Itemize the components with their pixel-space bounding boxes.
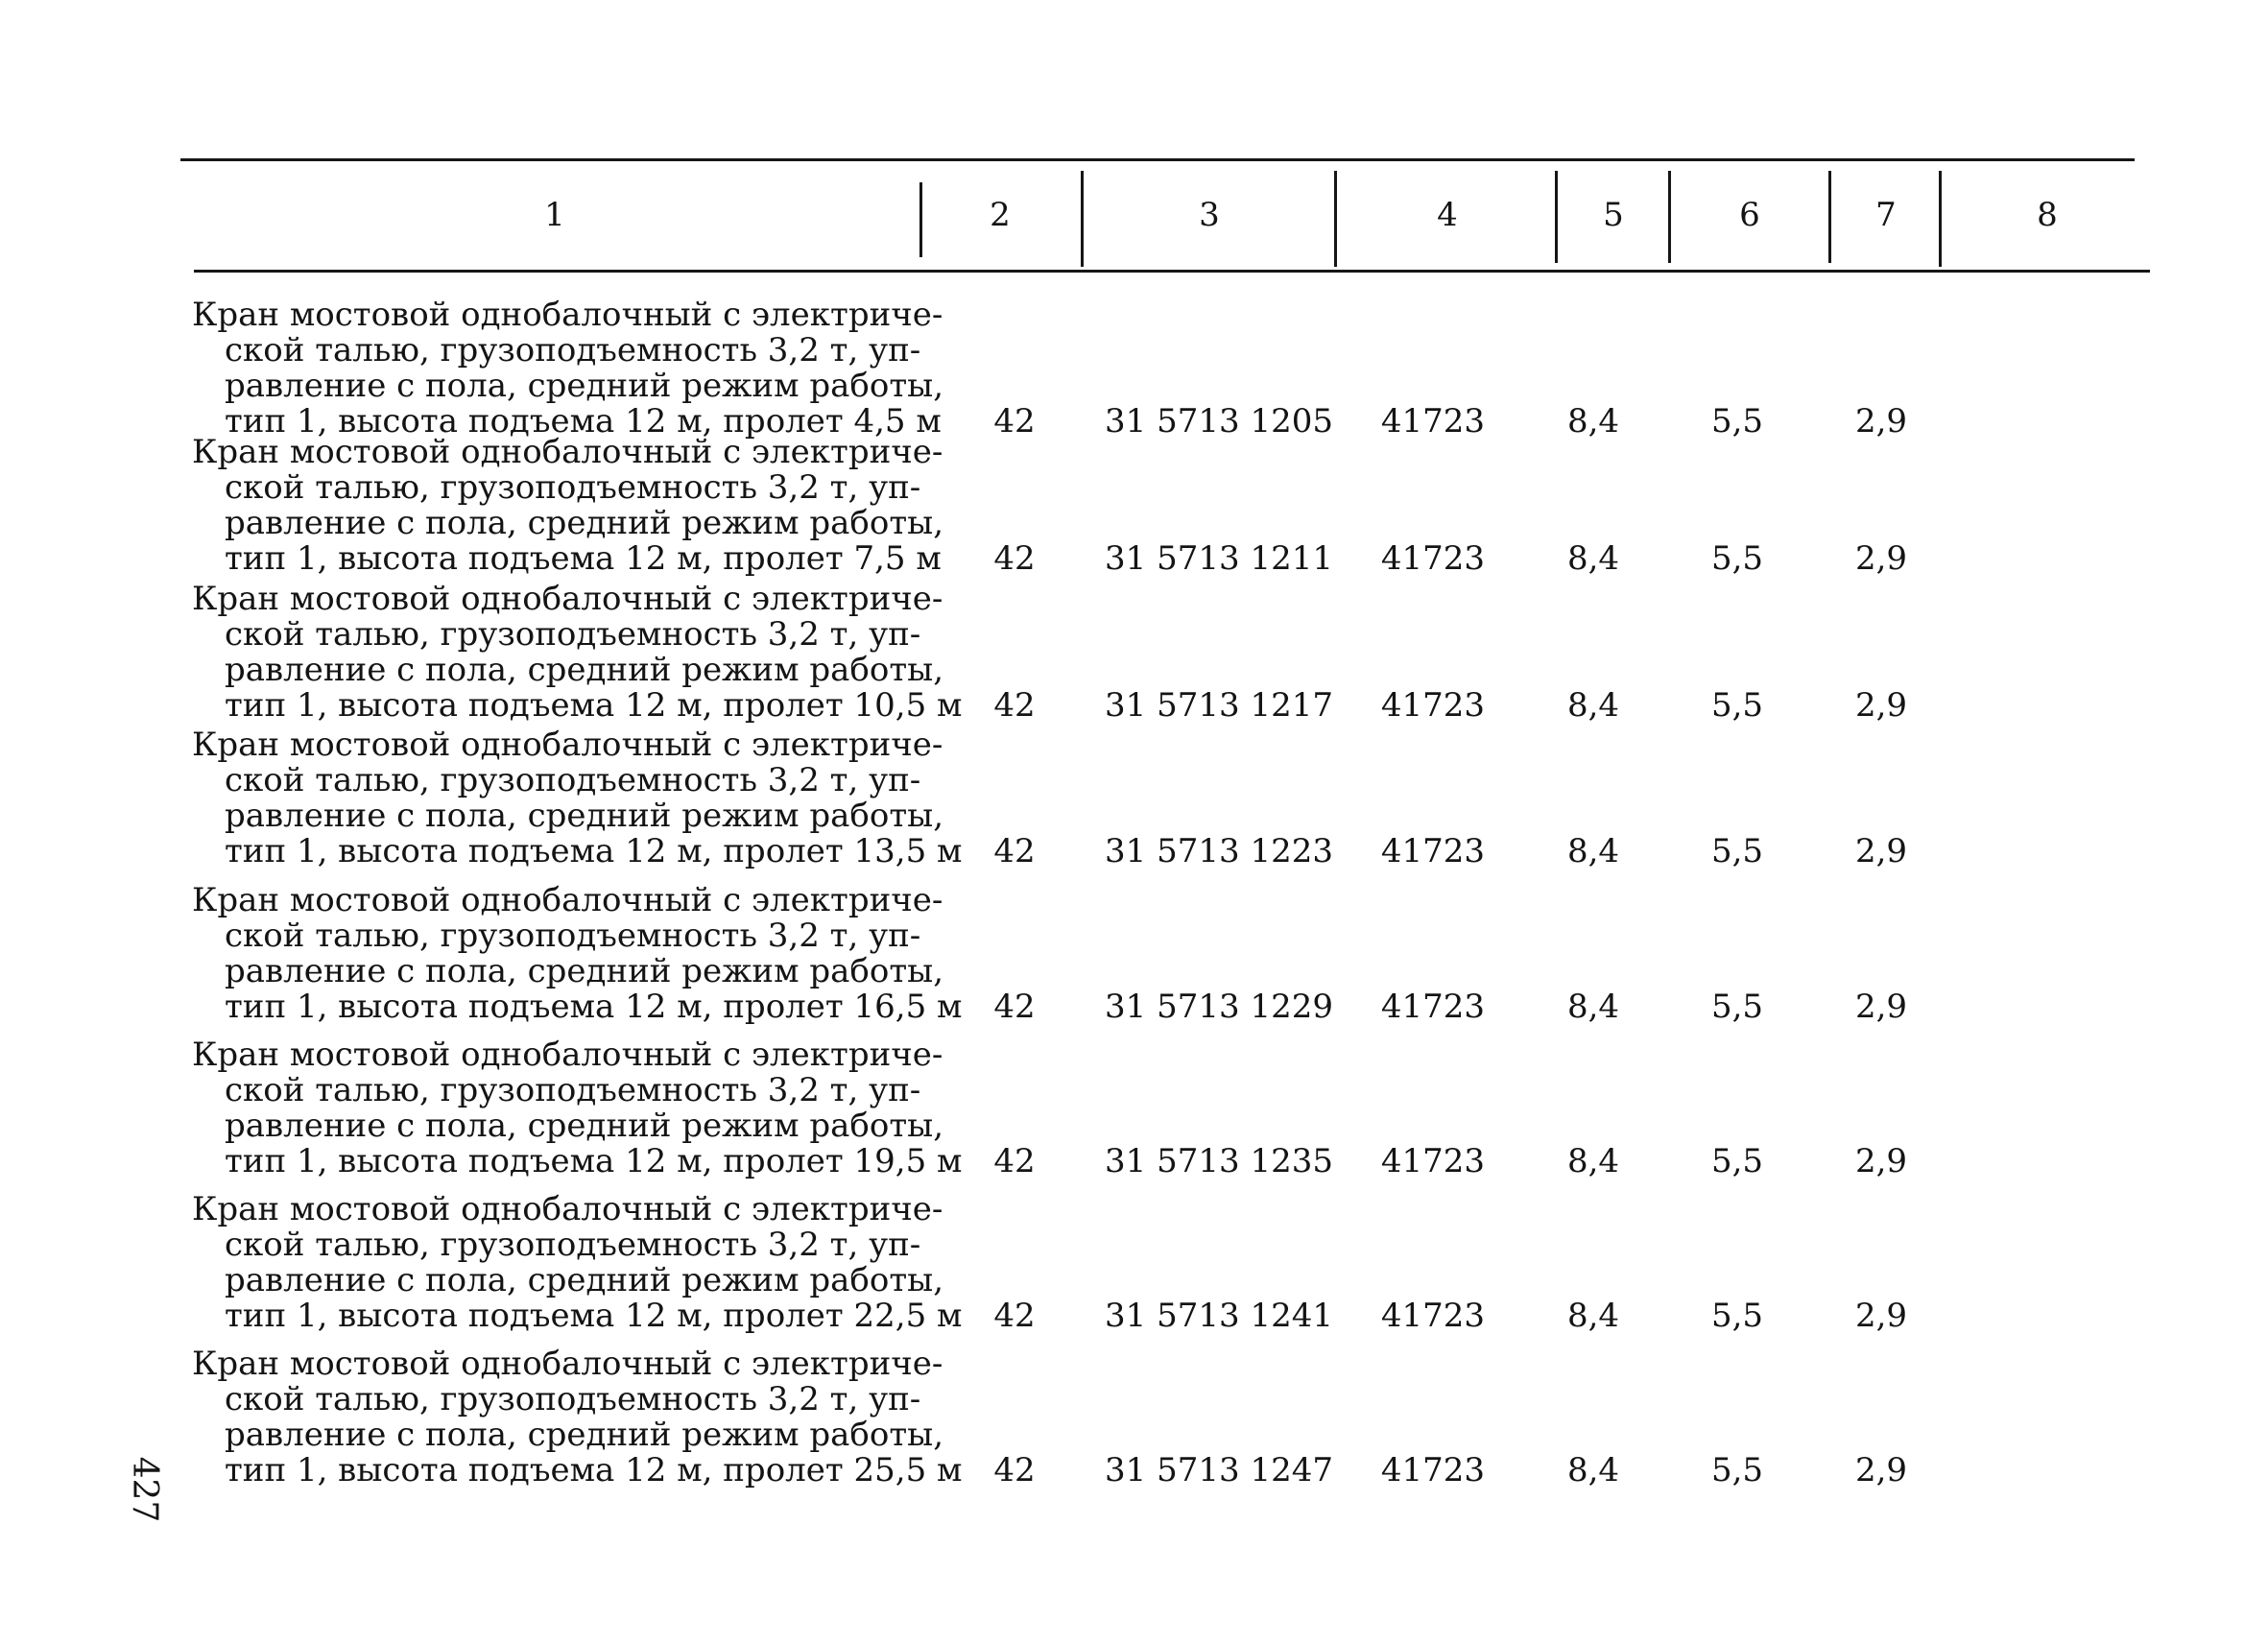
cell-col-2: 42 <box>993 1451 1036 1489</box>
cell-col-6: 5,5 <box>1710 1451 1764 1489</box>
cell-col-7: 2,9 <box>1854 832 1908 870</box>
cell-col-6: 5,5 <box>1710 402 1764 441</box>
description-line: Кран мостовой однобалочный с электриче- <box>192 580 943 618</box>
row-description <box>192 726 963 870</box>
description-line: равление с пола, средний режим работы, <box>225 952 943 990</box>
cell-col-3: 31 5713 1247 <box>1105 1451 1333 1489</box>
cell-col-3: 31 5713 1205 <box>1105 402 1333 441</box>
cell-col-5: 8,4 <box>1566 539 1620 578</box>
cell-col-7: 2,9 <box>1854 402 1908 441</box>
description-line: ской талью, грузоподъемность 3,2 т, уп- <box>225 615 921 654</box>
cell-col-7: 2,9 <box>1854 1297 1908 1335</box>
cell-col-4: 41723 <box>1380 988 1486 1026</box>
cell-col-2: 42 <box>993 686 1036 725</box>
description-line: ской талью, грузоподъемность 3,2 т, уп- <box>225 1380 921 1418</box>
header-separator <box>1828 171 1831 263</box>
header-col-3: 3 <box>1199 196 1220 234</box>
cell-col-4: 41723 <box>1380 1451 1486 1489</box>
header-col-6: 6 <box>1739 196 1760 234</box>
description-line: равление с пола, средний режим работы, <box>225 504 943 542</box>
row-description <box>192 1036 963 1180</box>
cell-col-5: 8,4 <box>1566 832 1620 870</box>
description-line: ской талью, грузоподъемность 3,2 т, уп- <box>225 331 921 369</box>
cell-col-4: 41723 <box>1380 1297 1486 1335</box>
header-col-5: 5 <box>1603 196 1624 234</box>
row-description <box>192 580 963 725</box>
cell-col-3: 31 5713 1241 <box>1105 1297 1333 1335</box>
header-col-2: 2 <box>990 196 1011 234</box>
header-col-1: 1 <box>544 196 565 234</box>
cell-col-6: 5,5 <box>1710 988 1764 1026</box>
cell-col-7: 2,9 <box>1854 1142 1908 1180</box>
cell-col-3: 31 5713 1217 <box>1105 686 1333 725</box>
description-line: равление с пола, средний режим работы, <box>225 1261 943 1299</box>
row-description <box>192 1190 963 1335</box>
description-line: тип 1, высота подъема 12 м, пролет 25,5 м <box>225 1451 963 1489</box>
cell-col-6: 5,5 <box>1710 1142 1764 1180</box>
cell-col-2: 42 <box>993 402 1036 441</box>
description-line: равление с пола, средний режим работы, <box>225 1416 943 1454</box>
cell-col-5: 8,4 <box>1566 988 1620 1026</box>
cell-col-7: 2,9 <box>1854 539 1908 578</box>
header-col-7: 7 <box>1875 196 1897 234</box>
cell-col-5: 8,4 <box>1566 1451 1620 1489</box>
cell-col-3: 31 5713 1211 <box>1105 539 1333 578</box>
cell-col-2: 42 <box>993 832 1036 870</box>
description-line: ской талью, грузоподъемность 3,2 т, уп- <box>225 761 921 799</box>
description-line: ской талью, грузоподъемность 3,2 т, уп- <box>225 468 921 507</box>
description-line: тип 1, высота подъема 12 м, пролет 19,5 м <box>225 1142 963 1180</box>
header-separator <box>1668 171 1671 263</box>
cell-col-7: 2,9 <box>1854 686 1908 725</box>
description-line: Кран мостовой однобалочный с электриче- <box>192 881 943 919</box>
description-line: равление с пола, средний режим работы, <box>225 797 943 835</box>
cell-col-7: 2,9 <box>1854 1451 1908 1489</box>
row-description <box>192 433 943 578</box>
description-line: ской талью, грузоподъемность 3,2 т, уп- <box>225 917 921 955</box>
row-description <box>192 296 943 441</box>
row-description <box>192 881 963 1026</box>
cell-col-6: 5,5 <box>1710 1297 1764 1335</box>
table-header-rule <box>194 270 2150 273</box>
description-line: равление с пола, средний режим работы, <box>225 367 943 405</box>
description-line: Кран мостовой однобалочный с электриче- <box>192 1190 943 1228</box>
cell-col-6: 5,5 <box>1710 832 1764 870</box>
cell-col-4: 41723 <box>1380 1142 1486 1180</box>
cell-col-2: 42 <box>993 1297 1036 1335</box>
header-separator <box>1334 171 1337 267</box>
header-separator <box>1939 171 1942 267</box>
cell-col-4: 41723 <box>1380 832 1486 870</box>
cell-col-2: 42 <box>993 539 1036 578</box>
description-line: тип 1, высота подъема 12 м, пролет 22,5 м <box>225 1297 963 1335</box>
description-line: Кран мостовой однобалочный с электриче- <box>192 296 943 334</box>
description-line: тип 1, высота подъема 12 м, пролет 13,5 м <box>225 832 963 870</box>
cell-col-4: 41723 <box>1380 686 1486 725</box>
description-line: тип 1, высота подъема 12 м, пролет 16,5 м <box>225 988 963 1026</box>
header-col-8: 8 <box>2037 196 2058 234</box>
cell-col-3: 31 5713 1229 <box>1105 988 1333 1026</box>
description-line: равление с пола, средний режим работы, <box>225 651 943 689</box>
description-line: Кран мостовой однобалочный с электриче- <box>192 726 943 764</box>
cell-col-4: 41723 <box>1380 402 1486 441</box>
row-description <box>192 1345 963 1489</box>
table-top-rule <box>180 158 2135 161</box>
header-separator <box>919 182 922 257</box>
description-line: Кран мостовой однобалочный с электриче- <box>192 1345 943 1383</box>
page-number: 427 <box>125 1456 164 1523</box>
cell-col-7: 2,9 <box>1854 988 1908 1026</box>
cell-col-6: 5,5 <box>1710 539 1764 578</box>
cell-col-6: 5,5 <box>1710 686 1764 725</box>
cell-col-5: 8,4 <box>1566 402 1620 441</box>
cell-col-3: 31 5713 1235 <box>1105 1142 1333 1180</box>
description-line: Кран мостовой однобалочный с электриче- <box>192 1036 943 1074</box>
description-line: ской талью, грузоподъемность 3,2 т, уп- <box>225 1071 921 1109</box>
description-line: Кран мостовой однобалочный с электриче- <box>192 433 943 471</box>
description-line: тип 1, высота подъема 12 м, пролет 10,5 м <box>225 686 963 725</box>
header-separator <box>1555 171 1558 263</box>
description-line: тип 1, высота подъема 12 м, пролет 7,5 м <box>225 539 942 578</box>
description-line: равление с пола, средний режим работы, <box>225 1107 943 1145</box>
cell-col-5: 8,4 <box>1566 686 1620 725</box>
description-line: тип 1, высота подъема 12 м, пролет 4,5 м <box>225 402 942 441</box>
cell-col-2: 42 <box>993 1142 1036 1180</box>
cell-col-3: 31 5713 1223 <box>1105 832 1333 870</box>
cell-col-5: 8,4 <box>1566 1142 1620 1180</box>
header-separator <box>1081 171 1084 267</box>
header-col-4: 4 <box>1437 196 1458 234</box>
description-line: ской талью, грузоподъемность 3,2 т, уп- <box>225 1226 921 1264</box>
cell-col-2: 42 <box>993 988 1036 1026</box>
cell-col-5: 8,4 <box>1566 1297 1620 1335</box>
cell-col-4: 41723 <box>1380 539 1486 578</box>
